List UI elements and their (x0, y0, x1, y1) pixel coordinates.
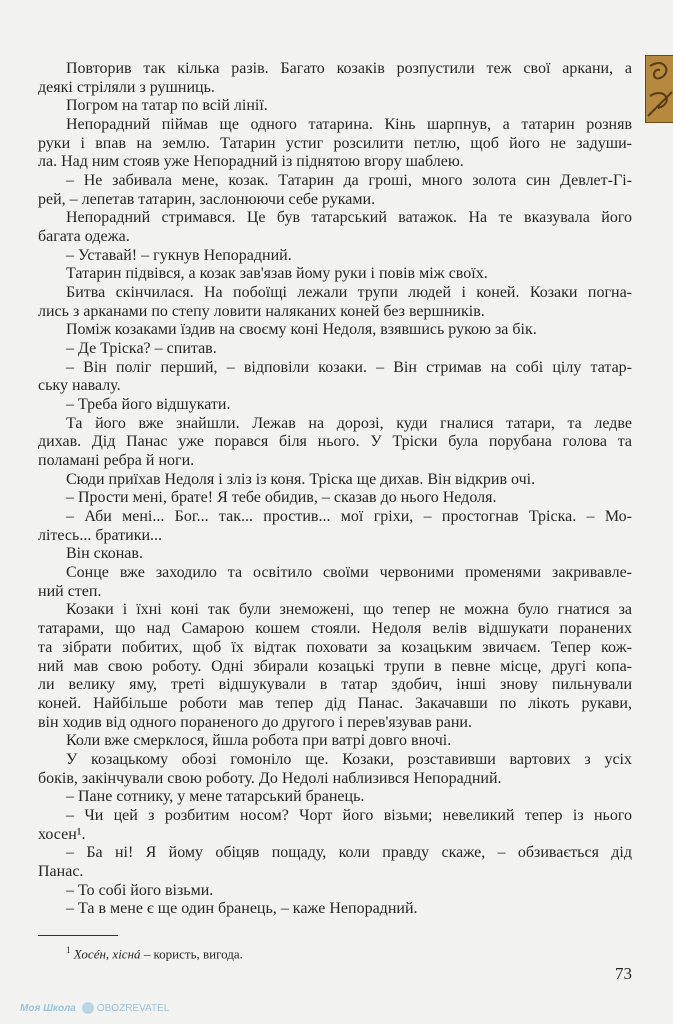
paragraph (38, 359, 632, 396)
text-line: Поміж козаками їздив на своєму коні Недоля, взявшись рукою за бік. (66, 321, 537, 339)
text-line: ний степ. (38, 582, 102, 600)
text-line: багата одежа. (38, 228, 130, 246)
paragraph (38, 545, 632, 564)
text-line: ний мав свою роботу. Одні збирали козацькі трупи в певне місце, другі копа- (38, 657, 632, 675)
text-line: лись з арканами по степу ловити наляканих коней без вершників. (38, 302, 485, 320)
paragraph (38, 396, 632, 415)
paragraph (38, 209, 632, 246)
text-line: Козаки і їхні коні так були знеможені, що тепер не можна було гнатися за (66, 601, 632, 619)
paragraph (38, 844, 632, 881)
text-line: Непорадний піймав ще одного татарина. Кінь шарпнув, а татарин розняв (66, 116, 632, 134)
watermark-brand-a: Моя Школа (20, 1003, 76, 1014)
paragraph (38, 732, 632, 751)
text-line: коней. Найбільше роботи мав тепер дід Панас. Закачавши по лікоть рукави, (38, 694, 632, 712)
text-line: дихав. Дід Панас уже порався біля нього. У Тріски була порубана голова та (38, 433, 632, 451)
text-line: – Де Тріска? – спитав. (66, 340, 217, 358)
text-line: руки і впав на землю. Татарин устиг розсилити петлю, щоб його не задуши- (38, 134, 632, 152)
text-line: Панас. (38, 862, 84, 880)
footnote-term: Хосéн, хіснá (73, 946, 141, 962)
paragraph (38, 807, 632, 844)
text-line: Та його вже знайшли. Лежав на дорозі, куди гналися татари, та ледве (66, 414, 632, 432)
paragraph (38, 564, 632, 601)
page-column (38, 60, 632, 984)
text-line: Непорадний стримався. Це був татарський ватажок. На те вказувала його (66, 209, 632, 227)
paragraph (38, 471, 632, 490)
paragraph (38, 788, 632, 807)
text-line: – Не забивала мене, козак. Татарин да гроші, много золота син Девлет-Гі- (66, 172, 632, 190)
paragraph (38, 489, 632, 508)
text-line: боків, закінчували свою роботу. До Недолі наблизився Непорадний. (38, 769, 502, 787)
page-number: 73 (615, 964, 632, 984)
text-line: літесь... братики... (38, 526, 163, 544)
footnote-definition: – користь, вигода. (140, 946, 243, 962)
text-line: хосен¹. (38, 825, 86, 843)
text-line: Коли вже смерклося, йшла робота при ватрі довго вночі. (66, 732, 452, 750)
paragraph (38, 60, 632, 97)
watermark-logo (20, 1002, 169, 1016)
text-line: – Треба його відшукати. (66, 396, 231, 414)
paragraph (38, 508, 632, 545)
paragraph (38, 284, 632, 321)
text-line: – Він поліг перший, – відповіли козаки. – Він стримав на собі цілу татар- (66, 358, 632, 376)
text-line: – Чи цей з розбитим носом? Чорт його візьми; невеликий тепер із нього (66, 806, 632, 824)
text-line: деякі стріляли з рушниць. (38, 78, 215, 96)
text-line: – Та в мене є ще один бранець, – каже Непорадний. (66, 900, 418, 918)
paragraph (38, 900, 632, 919)
text-line: – Уставай! – гукнув Непорадний. (66, 246, 292, 264)
footnote-marker: 1 (66, 944, 71, 955)
text-line: Повторив так кілька разів. Багато козаків розпустили теж свої аркани, а (66, 60, 632, 77)
text-line: – То собі його візьми. (66, 881, 214, 899)
text-line: поламані ребра й ноги. (38, 452, 195, 470)
paragraph (38, 116, 632, 172)
text-line: ли велику яму, треті відшукували в татар здобич, інші знову пильнували (38, 676, 632, 694)
paragraph (38, 97, 632, 116)
paragraph (38, 751, 632, 788)
text-line: татарами, що над Самарою кошем стояли. Недоля велів відшукати поранених (38, 620, 632, 638)
paragraph (38, 882, 632, 901)
paragraph (38, 601, 632, 732)
paragraph (38, 172, 632, 209)
text-line: – Аби мені... Бог... так... простив... мої гріхи, – простогнав Тріска. – Мо- (66, 508, 632, 526)
text-line: Битва скінчилася. На побоїщі лежали трупи людей і коней. Козаки погна- (66, 284, 632, 302)
text-line: та зібрати побитих, щоб їх відтак поховати за козацьким звичаєм. Тепер кож- (38, 638, 632, 656)
text-line: У козацькому обозі гомоніло ще. Козаки, розставивши вартових з усіх (66, 750, 632, 768)
paragraph (38, 265, 632, 284)
paragraph (38, 415, 632, 471)
footnote (38, 942, 632, 962)
text-line: – Ба ні! Я йому обіцяв пощаду, коли правду скаже, – обзивається дід (66, 844, 632, 862)
text-line: – Пане сотнику, у мене татарський бранець. (66, 788, 365, 806)
footnote-divider (38, 935, 118, 936)
decorative-ornament (645, 55, 673, 123)
text-line: Татарин підвівся, а козак зав'язав йому руки і повів між своїх. (66, 265, 488, 283)
text-line: Сонце вже заходило та освітило своїми червоними променями закривавле- (66, 564, 632, 582)
text-line: ла. Над ним стояв уже Непорадний із піднятою вгору шаблею. (38, 153, 464, 171)
paragraph (38, 321, 632, 340)
paragraph (38, 247, 632, 266)
book-text (38, 60, 632, 919)
text-line: рей, – лепетав татарин, заслонюючи себе руками. (38, 190, 376, 208)
text-line: Він сконав. (66, 545, 143, 563)
text-line: він ходив від одного пораненого до другого і перев'язував рани. (38, 713, 472, 731)
text-line: Погром на татар по всій лінії. (66, 97, 268, 115)
watermark-circle-icon (82, 1002, 94, 1014)
text-line: – Прости мені, брате! Я тебе обидив, – сказав до нього Недоля. (66, 489, 497, 507)
paragraph (38, 340, 632, 359)
text-line: ську навалу. (38, 377, 121, 395)
text-line: Сюди приїхав Недоля і зліз із коня. Тріска ще дихав. Він відкрив очі. (66, 470, 536, 488)
watermark-brand-b: OBOZREVATEL (96, 1003, 170, 1014)
